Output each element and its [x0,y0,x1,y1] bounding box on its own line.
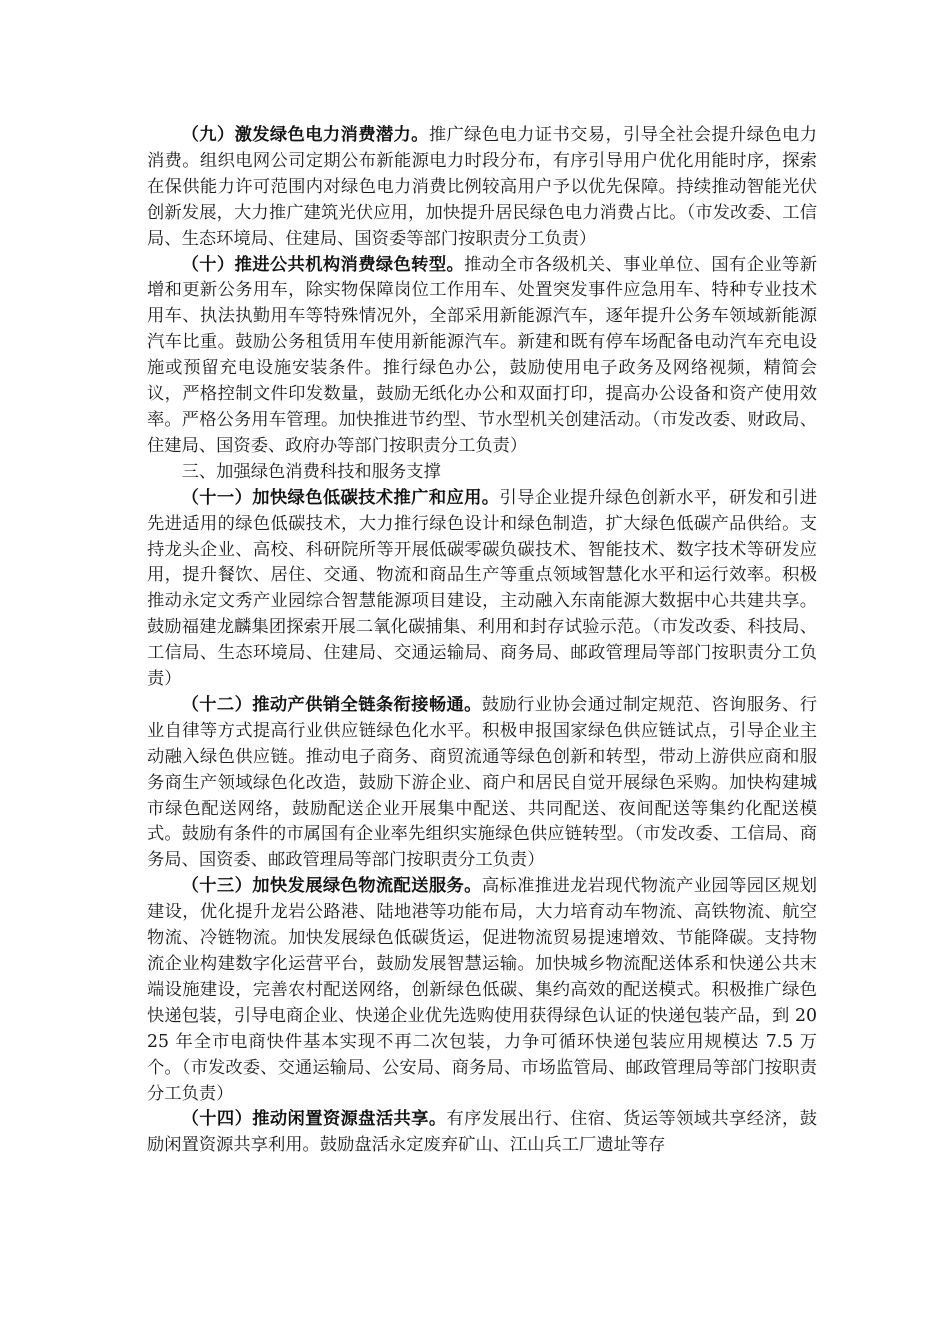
paragraph-text: 推广绿色电力证书交易，引导全社会提升绿色电力消费。组织电网公司定期公布新能源电力时段分布，有序引导用户优化用能时序，探索在保供能力许可范围内对绿色电力消费比例较高用户予以优先保障。持续推动智能光伏创新发展，大力推广建筑光伏应用，加快提升居民绿色电力消费占比。（市发改委、工信局、生态环境局、住建局、国资委等部门按职责分工负责） [147,125,817,249]
paragraph-heading: （九）激发绿色电力消费潜力。 [181,125,429,145]
paragraph-13 [147,874,817,1107]
paragraph-10 [147,253,817,460]
section-heading: 三、加强绿色消费科技和服务支撑 [181,461,441,482]
paragraph-text: 鼓励行业协会通过制定规范、咨询服务、行业自律等方式提高行业供应链绿色化水平。积极申报国家绿色供应链试点，引导企业主动融入绿色供应链。推动电子商务、商贸流通等绿色创新和转型，带动上游供应商和服务商生产领域绿色化改造，鼓励下游企业、商户和居民自觉开展绿色采购。加快构建城市绿色配送网络，鼓励配送企业开展集中配送、共同配送、夜间配送等集约化配送模式。鼓励有条件的市属国有企业率先组织实施绿色供应链转型。（市发改委、工信局、商务局、国资委、邮政管理局等部门按职责分工负责） [147,694,817,871]
paragraph-14 [147,1107,817,1159]
paragraph-heading: （十四）推动闲置资源盘活共享。 [181,1109,447,1130]
paragraph-text: 有序发展出行、住宿、货运等领域共享经济，鼓励闲置资源共享利用。鼓励盘活永定废弃矿山、江山兵工厂遗址等存 [147,1109,817,1156]
paragraph-heading: （十一）加快绿色低碳技术推广和应用。 [181,487,500,508]
paragraph-text: 高标准推进龙岩现代物流产业园等园区规划建设，优化提升龙岩公路港、陆地港等功能布局，大力培育动车物流、高铁物流、航空物流、冷链物流。加快发展绿色低碳货运，促进物流贸易提速增效、节能降碳。支持物流企业构建数字化运营平台，鼓励发展智慧运输。加快城乡物流配送体系和快递公共末端设施建设，完善农村配送网络，创新绿色低碳、集约高效的配送模式。积极推广绿色快递包装，引导电商企业、快递企业优先选购使用获得绿色认证的快递包装产品，到 2025 年全市电商快件基本实现不再二次包装，力争可循环快递包装应用规模达 7.5 万个。（市发改委、交通运输局、公安局、商务局、市场监管局、邮政管理局等部门按职责分工负责） [147,876,817,1104]
paragraph-heading: （十二）推动产供销全链条衔接畅通。 [181,694,482,715]
paragraph-11 [147,486,817,693]
paragraph-text: 引导企业提升绿色创新水平，研发和引进先进适用的绿色低碳技术，大力推行绿色设计和绿色制造，扩大绿色低碳产品供给。支持龙头企业、高校、科研院所等开展低碳零碳负碳技术、智能技术、数字技术等研发应用，提升餐饮、居住、交通、物流和商品生产等重点领域智慧化水平和运行效率。积极推动永定文秀产业园综合智慧能源项目建设，主动融入东南能源大数据中心共建共享。鼓励福建龙麟集团探索开展二氧化碳捕集、利用和封存试验示范。（市发改委、科技局、工信局、生态环境局、住建局、交通运输局、商务局、邮政管理局等部门按职责分工负责） [147,487,817,690]
paragraph-9 [147,123,817,253]
paragraph-heading: （十）推进公共机构消费绿色转型。 [181,254,465,275]
paragraph-12 [147,693,817,874]
paragraph-heading: （十三）加快发展绿色物流配送服务。 [181,876,482,897]
document-body [147,123,817,1159]
paragraph-text: 推动全市各级机关、事业单位、国有企业等新增和更新公务用车，除实物保障岗位工作用车、处置突发事件应急用车、特种专业技术用车、执法执勤用车等特殊情况外，全部采用新能源汽车，逐年提升公务车领域新能源汽车比重。鼓励公务租赁用车使用新能源汽车。新建和既有停车场配备电动汽车充电设施或预留充电设施安装条件。推行绿色办公，鼓励使用电子政务及网络视频，精简会议，严格控制文件印发数量，鼓励无纸化办公和双面打印，提高办公设备和资产使用效率。严格公务用车管理。加快推进节约型、节水型机关创建活动。（市发改委、财政局、住建局、国资委、政府办等部门按职责分工负责） [147,254,817,456]
